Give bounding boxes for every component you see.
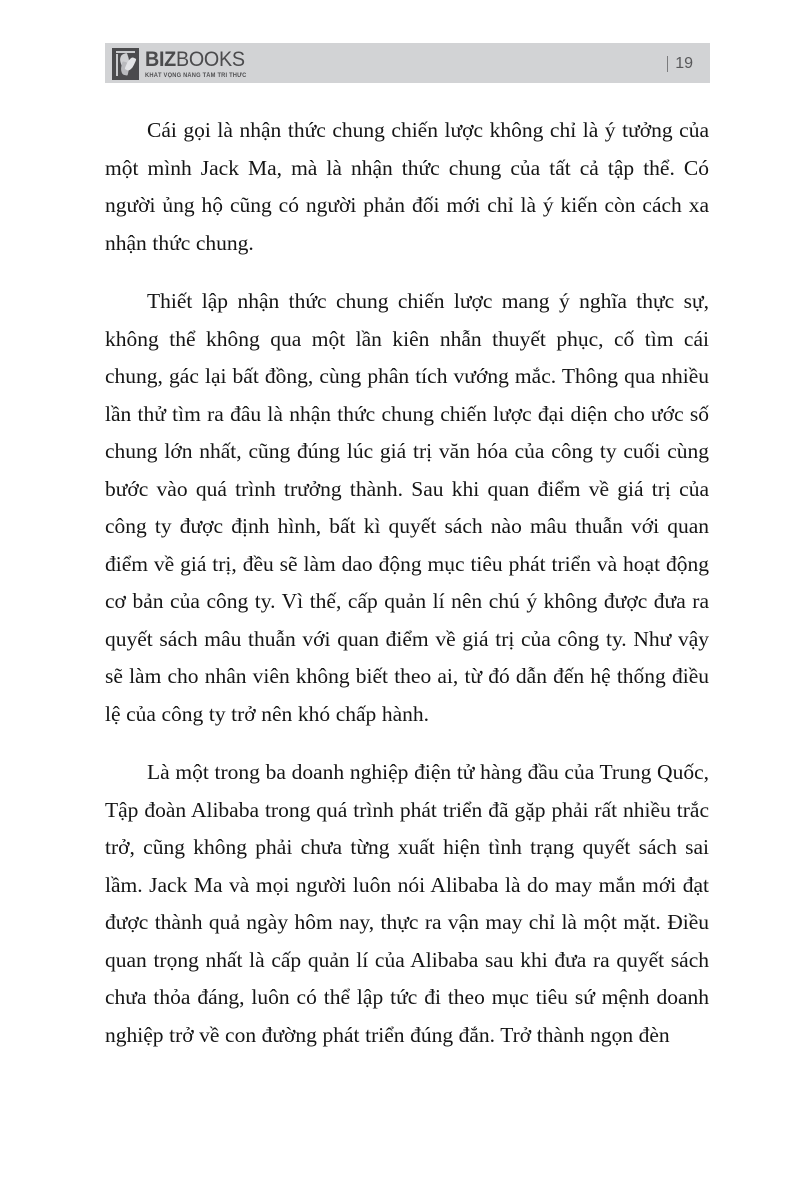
page-header xyxy=(105,43,710,83)
book-spine xyxy=(116,54,118,76)
brand-wordmark xyxy=(145,49,245,70)
bizbooks-logo xyxy=(112,48,251,80)
brand-tagline: KHÁT VỌNG NÂNG TẦM TRI THỨC xyxy=(145,72,247,79)
brand-word-bold: BIZ xyxy=(145,47,176,71)
body-paragraph: Cái gọi là nhận thức chung chiến lược không chỉ là ý tưởng của một mình Jack Ma, mà là nhận thức chung của tất cả tập thể. Có người ủng hộ cũng có người phản đối mới chỉ là ý kiến còn cách xa nhận thức chung. xyxy=(105,118,709,255)
page-body xyxy=(105,112,709,1054)
page-folio xyxy=(667,55,704,73)
book-leaf-icon xyxy=(112,48,139,80)
page-number: 19 xyxy=(675,54,693,72)
body-paragraph: Thiết lập nhận thức chung chiến lược mang ý nghĩa thực sự, không thể không qua một lần kiên nhẫn thuyết phục, cố tìm cái chung, gác lại bất đồng, cùng phân tích vướng mắc. Thông qua nhiều lần thử tìm ra đâu là nhận thức chung chiến lược đại diện cho ước số chung lớn nhất, cũng đúng lúc giá trị văn hóa của công ty cuối cùng bước vào quá trình trưởng thành. Sau khi quan điểm về giá trị của công ty được định hình, bất kì quyết sách nào mâu thuẫn với quan điểm về giá trị, đều sẽ làm dao động mục tiêu phát triển và hoạt động cơ bản của công ty. Vì thế, cấp quản lí nên chú ý không được đưa ra quyết sách mâu thuẫn với quan điểm về giá trị của công ty. Như vậy sẽ làm cho nhân viên không biết theo ai, từ đó dẫn đến hệ thống điều lệ của công ty trở nên khó chấp hành. xyxy=(105,289,709,726)
body-paragraph: Là một trong ba doanh nghiệp điện tử hàng đầu của Trung Quốc, Tập đoàn Alibaba trong quá trình phát triển đã gặp phải rất nhiều trắc trở, cũng không phải chưa từng xuất hiện tình trạng quyết sách sai lầm. Jack Ma và mọi người luôn nói Alibaba là do may mắn mới đạt được thành quả ngày hôm nay, thực ra vận may chỉ là một mặt. Điều quan trọng nhất là cấp quản lí của Alibaba sau khi đưa ra quyết sách chưa thỏa đáng, luôn có thể lập tức đi theo mục tiêu sứ mệnh doanh nghiệp trở về con đường phát triển đúng đắn. Trở thành ngọn đèn xyxy=(105,760,709,1047)
folio-separator-rule xyxy=(667,56,668,72)
brand-text xyxy=(145,49,251,79)
book-top-edge xyxy=(116,51,135,53)
brand-word-light: BOOKS xyxy=(175,47,245,71)
